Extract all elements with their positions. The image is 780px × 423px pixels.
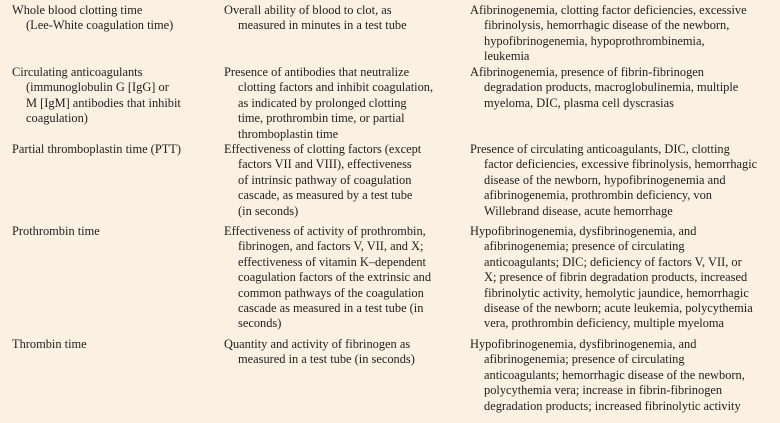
cell-text: common pathways of the coagulation	[238, 285, 424, 300]
cell-text: time, prothrombin time, or partial	[238, 111, 405, 126]
cell-text: leukemia	[484, 49, 530, 64]
cell-text: Whole blood clotting time	[12, 3, 143, 17]
cell-text: factors VII and VIII), effectiveness	[238, 157, 412, 172]
conditions-cell	[470, 337, 775, 414]
cell-text: myeloma, DIC, plasma cell dyscrasias	[484, 95, 674, 110]
cell-text: fibrinogen, and factors V, VII, and X;	[238, 239, 424, 254]
cell-text: measured in minutes in a test tube	[238, 18, 407, 33]
cell-text: anticoagulants; hemorrhagic disease of the newborn,	[484, 367, 745, 382]
measures-cell	[224, 142, 464, 219]
cell-text: Overall ability of blood to clot, as	[224, 3, 392, 17]
conditions-cell	[470, 142, 775, 219]
cell-text: clotting factors and inhibit coagulation,	[238, 80, 434, 95]
cell-text: thromboplastin time	[238, 126, 339, 141]
cell-text: polycythemia vera; increase in fibrin-fibrinogen	[484, 383, 723, 398]
cell-text: M [IgM] antibodies that inhibit	[26, 95, 181, 110]
cell-text: Afibrinogenemia, presence of fibrin-fibrinogen	[470, 65, 704, 79]
cell-text: disease of the newborn; acute leukemia, polycythemia	[484, 301, 753, 316]
measures-cell	[224, 224, 464, 332]
cell-text: Willebrand disease, acute hemorrhage	[484, 203, 673, 218]
cell-text: Hypofibrinogenemia, dysfibrinogenemia, and	[470, 337, 697, 351]
cell-text: as indicated by prolonged clotting	[238, 95, 407, 110]
cell-text: coagulation)	[26, 111, 88, 126]
cell-text: disease of the newborn, hypofibrinogenemia and	[484, 172, 726, 187]
cell-text: cascade, as measured by a test tube	[238, 188, 413, 203]
cell-text: Circulating anticoagulants	[12, 65, 143, 79]
cell-text: of intrinsic pathway of coagulation	[238, 172, 412, 187]
cell-text: afibrinogenemia; presence of circulating	[484, 239, 685, 254]
cell-text: Effectiveness of clotting factors (except	[224, 142, 422, 156]
cell-text: Presence of circulating anticoagulants, DIC, clotting	[470, 142, 730, 156]
cell-text: effectiveness of vitamin K–dependent	[238, 254, 426, 269]
test-name-cell	[12, 142, 212, 157]
cell-text: Thrombin time	[12, 337, 87, 351]
cell-text: Quantity and activity of fibrinogen as	[224, 337, 411, 351]
cell-text: anticoagulants; DIC; deficiency of factors V, VII, or	[484, 254, 742, 269]
cell-text: degradation products, macroglobulinemia, multiple	[484, 80, 739, 95]
cell-text: seconds)	[238, 316, 282, 331]
cell-text: hypofibrinogenemia, hypoprothrombinemia,	[484, 33, 705, 48]
cell-text: measured in a test tube (in seconds)	[238, 352, 415, 367]
test-name-cell	[12, 3, 212, 34]
cell-text: Afibrinogenemia, clotting factor deficiencies, excessive	[470, 3, 747, 17]
cell-text: X; presence of fibrin degradation products, increased	[484, 270, 748, 285]
conditions-cell	[470, 3, 775, 65]
test-name-cell	[12, 224, 212, 239]
cell-text: afibrinogenemia, prothrombin deficiency, von	[484, 188, 713, 203]
conditions-cell	[470, 224, 775, 332]
cell-text: Effectiveness of activity of prothrombin,	[224, 224, 426, 238]
conditions-cell	[470, 65, 775, 111]
cell-text: fibrinolytic activity, hemolytic jaundice, hemorrhagic	[484, 285, 749, 300]
cell-text: Partial thromboplastin time (PTT)	[12, 142, 181, 156]
cell-text: afibrinogenemia; presence of circulating	[484, 352, 685, 367]
measures-cell	[224, 337, 464, 368]
cell-text: vera, prothrombin deficiency, multiple myeloma	[484, 316, 725, 331]
test-name-cell	[12, 337, 212, 352]
cell-text: coagulation factors of the extrinsic and	[238, 270, 432, 285]
cell-text: fibrinolysis, hemorrhagic disease of the newborn,	[484, 18, 730, 33]
cell-text: degradation products; increased fibrinolytic activity	[484, 398, 741, 413]
cell-text: (in seconds)	[238, 203, 299, 218]
test-name-cell	[12, 65, 212, 127]
cell-text: (immunoglobulin G [IgG] or	[26, 80, 169, 95]
cell-text: Prothrombin time	[12, 224, 100, 238]
cell-text: (Lee-White coagulation time)	[26, 18, 174, 33]
cell-text: Presence of antibodies that neutralize	[224, 65, 410, 79]
cell-text: factor deficiencies, excessive fibrinolysis, hemorrhagic	[484, 157, 758, 172]
cell-text: Hypofibrinogenemia, dysfibrinogenemia, and	[470, 224, 697, 238]
measures-cell	[224, 65, 464, 142]
measures-cell	[224, 3, 464, 34]
cell-text: cascade as measured in a test tube (in	[238, 301, 424, 316]
